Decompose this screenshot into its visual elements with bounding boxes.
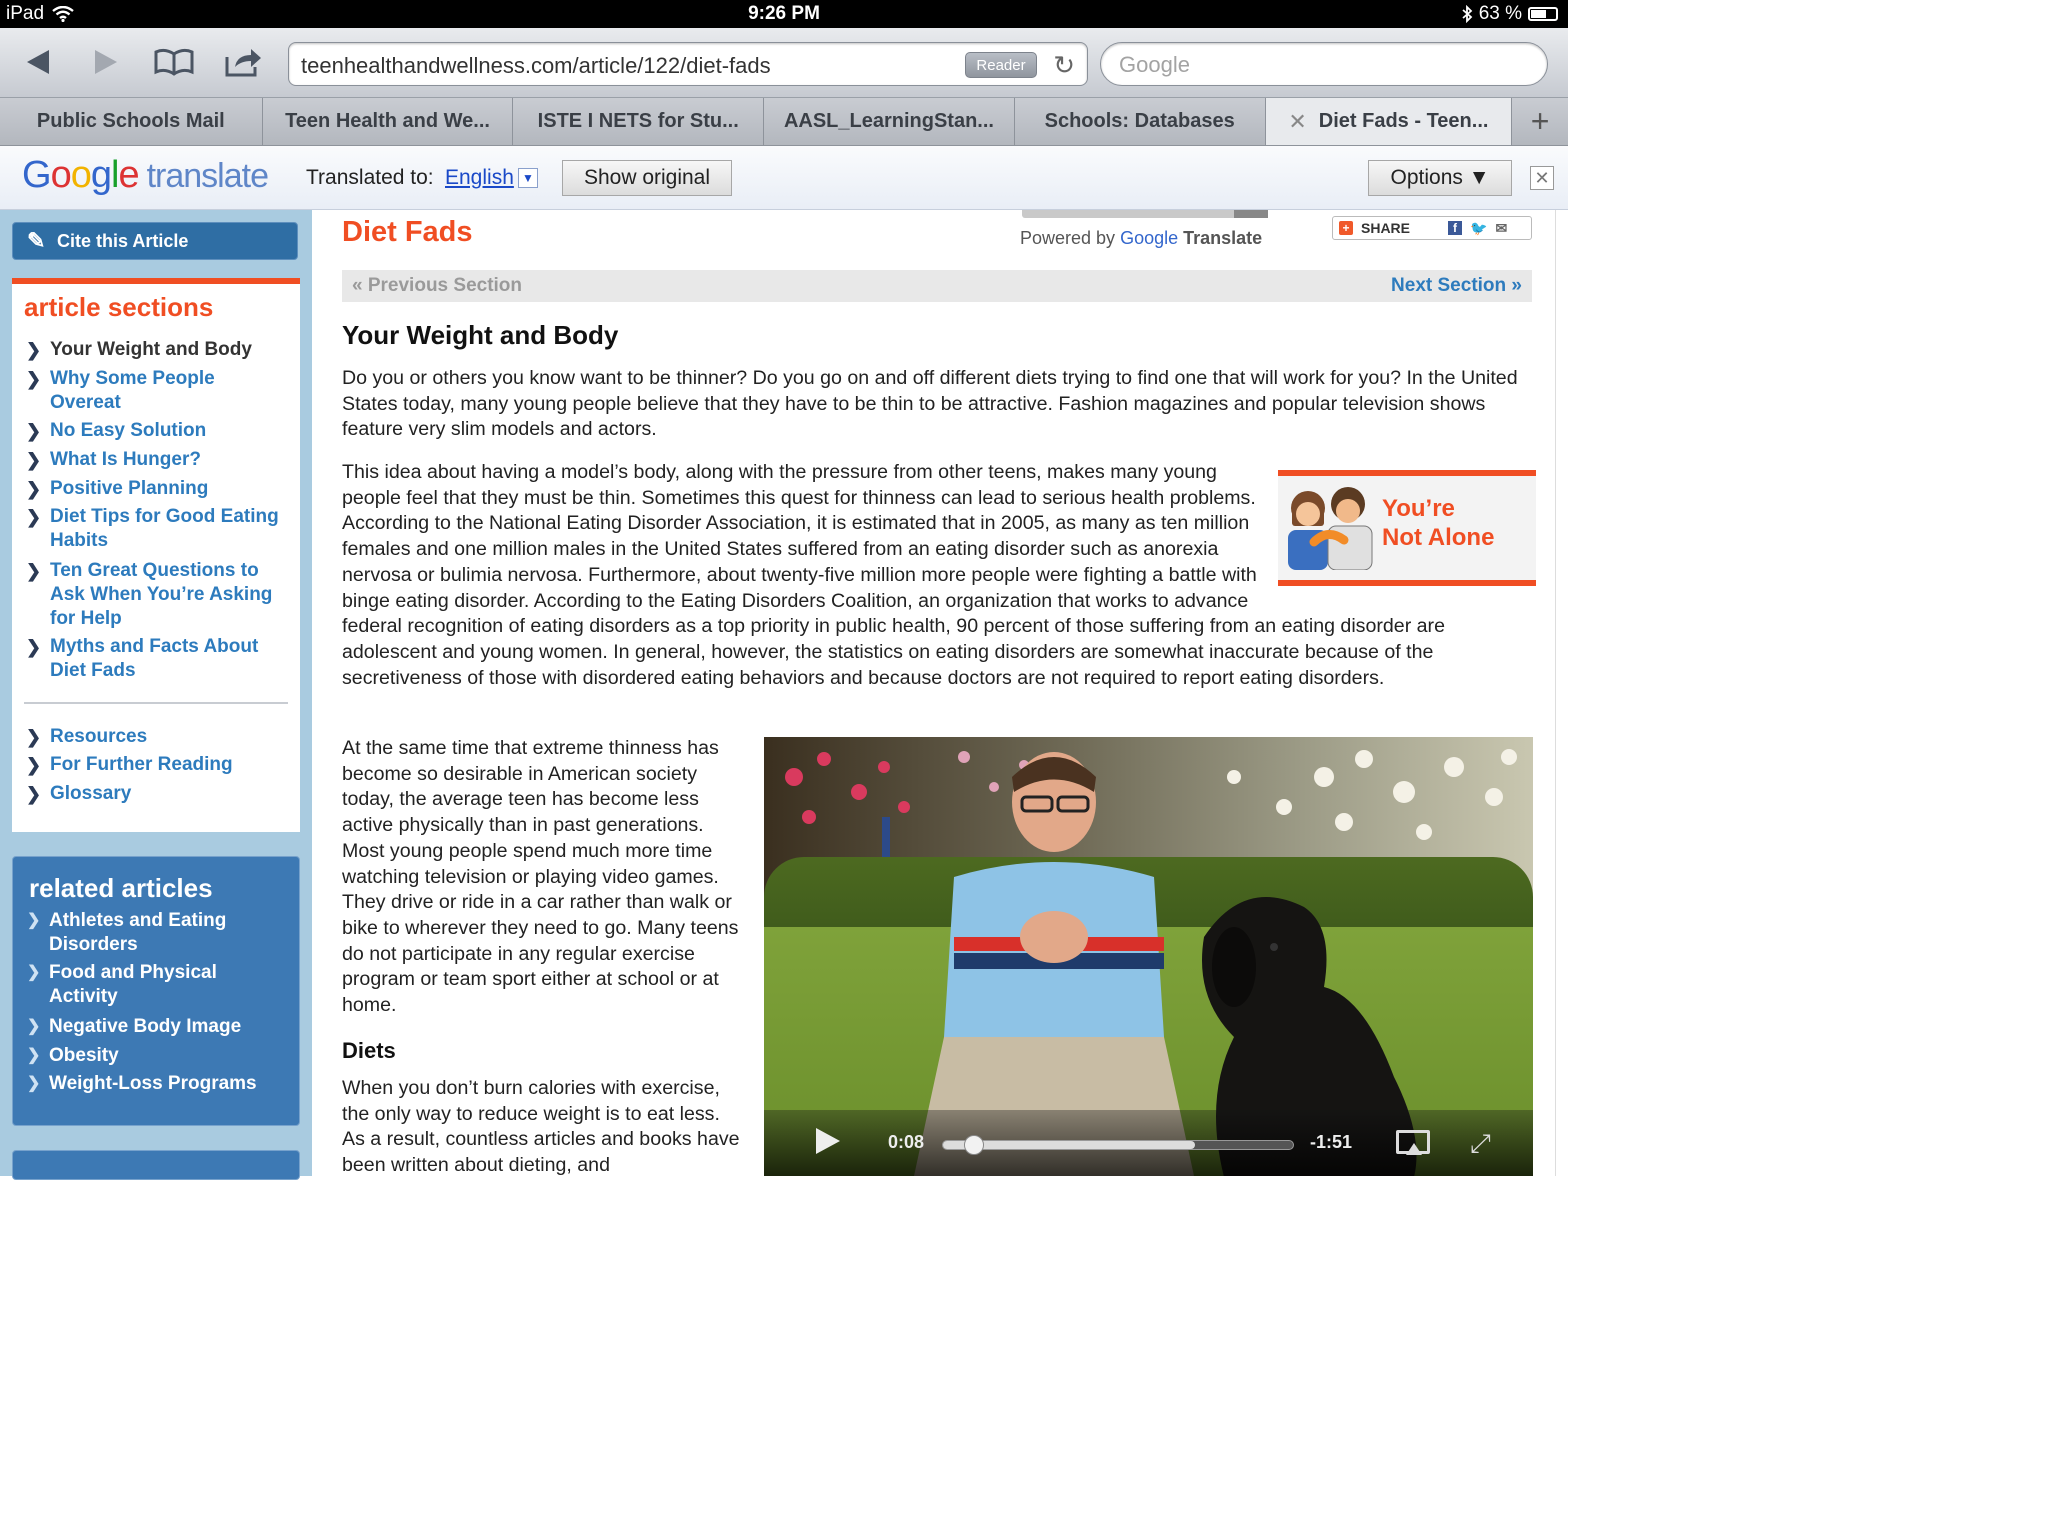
reload-icon[interactable]: ↻ <box>1053 50 1075 80</box>
cite-article-button[interactable] <box>12 222 298 260</box>
forward-button[interactable] <box>84 42 128 82</box>
chevron-right-icon: ❯ <box>26 637 42 657</box>
chevron-right-icon: ❯ <box>27 1075 41 1092</box>
section-label: Myths and Facts About Diet Fads <box>50 636 259 681</box>
addthis-plus-icon: + <box>1339 221 1353 235</box>
logo-letter: l <box>110 154 119 196</box>
translate-label: Translate <box>1183 228 1263 248</box>
airplay-icon[interactable] <box>1396 1130 1430 1154</box>
chevron-right-icon: ❯ <box>27 1047 41 1064</box>
tab-aasl[interactable] <box>764 98 1015 145</box>
tab-teen-health[interactable] <box>263 98 514 145</box>
related-link-weight-loss[interactable] <box>27 1072 289 1096</box>
tab-label: Public Schools Mail <box>36 110 225 132</box>
close-translate-icon[interactable]: ✕ <box>1530 166 1554 190</box>
tab-label: Teen Health and We... <box>285 110 490 132</box>
page-right-edge <box>1555 210 1568 1176</box>
share-arrow-icon <box>225 47 263 77</box>
related-label: Athletes and Eating Disorders <box>49 910 227 955</box>
device-name: iPad <box>6 3 45 24</box>
related-label: Food and Physical Activity <box>49 962 217 1007</box>
share-widget[interactable] <box>1332 216 1532 240</box>
browser-toolbar <box>0 28 1568 98</box>
section-link-your-weight[interactable] <box>26 338 288 362</box>
section-heading: Your Weight and Body <box>342 320 619 350</box>
share-button[interactable] <box>222 42 266 82</box>
section-label: For Further Reading <box>50 754 233 775</box>
chevron-right-icon: ❯ <box>26 784 42 804</box>
section-label: Diet Tips for Good Eating Habits <box>50 506 279 551</box>
logo-letter: g <box>90 154 111 196</box>
language-dropdown-icon[interactable]: ▼ <box>518 168 538 188</box>
tab-label: Schools: Databases <box>1044 110 1235 132</box>
video-controls <box>764 1110 1533 1176</box>
section-link-positive-planning[interactable] <box>26 477 288 501</box>
link-glossary[interactable] <box>26 782 288 806</box>
section-label: Ten Great Questions to Ask When You’re Asking for Help <box>50 560 273 629</box>
chevron-right-icon: ❯ <box>27 964 41 981</box>
section-label: Your Weight and Body <box>50 339 252 360</box>
related-label: Weight-Loss Programs <box>49 1073 257 1094</box>
share-label: SHARE <box>1361 220 1411 236</box>
chevron-right-icon: ❯ <box>26 755 42 775</box>
logo-word: translate <box>146 157 268 195</box>
status-time: 9:26 PM <box>748 3 820 24</box>
tab-schools-databases[interactable] <box>1015 98 1266 145</box>
sidebar-bottom-panel <box>12 1150 300 1180</box>
paragraph-3: At the same time that extreme thinness has become so desirable in American society today, the average teen has become less active physically than in past generations. Most young people spend much more time watching television or playing video games. They drive or ride in a car rather than walk or bike to wherever they need to go. Many teens do not participate in any regular exercise program or team sport either at school or at home. <box>342 737 739 1017</box>
chevron-right-icon: ❯ <box>26 340 42 360</box>
related-articles-title: related articles <box>29 873 213 903</box>
video-scrubber[interactable] <box>942 1140 1294 1150</box>
section-link-hunger[interactable] <box>26 448 288 472</box>
page-title: Diet Fads <box>342 216 473 248</box>
powered-by-label: Powered by <box>1020 228 1116 248</box>
divider <box>24 702 288 704</box>
section-navigation <box>342 270 1532 302</box>
related-link-food-activity[interactable] <box>27 961 289 1009</box>
section-label: Glossary <box>50 783 132 804</box>
tab-label: ISTE I NETS for Stu... <box>537 110 739 132</box>
paragraph-2-block <box>342 460 1536 691</box>
paragraph-2: This idea about having a model’s body, along with the pressure from other teens, makes many young people feel that they must be thin. Sometimes this quest for thinness can lead to serious health problems. According to the National Eating Disorder Association, it is estimated that in 2005, as many as ten million females and one million males in the United States suffered from an eating disorder such as anorexia nervosa or bulimia nervosa. Furthermore, about twenty-five million more people were fighting a battle with binge eating disorder. According to the Eating Disorders Coalition, an organization that works to advance federal recognition of eating disorders as a top priority in public health, 90 percent of those suffering from an eating disorder are adolescent and young women. In general, however, the statistics on eating disorders are somewhat inaccurate because of the secretiveness of those with disordered eating behaviors and because doctors are not required to report eating disorders. <box>342 461 1445 689</box>
callout-title <box>1382 494 1494 552</box>
paragraph-4: When you don’t burn calories with exercise, the only way to reduce weight is to eat less. As a result, countless articles and books have been written about dieting, and <box>342 1077 740 1177</box>
google-translate-logo <box>22 154 268 197</box>
previous-section-label: Previous Section <box>367 275 523 296</box>
section-link-diet-tips[interactable] <box>26 505 288 553</box>
paragraph-1: Do you or others you know want to be thinner? Do you go on and off different diets trying to find one that will work for you? In the United States today, many young people believe that they have to be thin to be attractive. Fashion magazines and popular television shows feature very slim models and actors. <box>342 367 1518 441</box>
facebook-icon[interactable]: f <box>1448 221 1462 235</box>
section-label: Resources <box>50 726 148 747</box>
article-sections-title: article sections <box>24 292 214 322</box>
tab-public-schools-mail[interactable] <box>0 98 263 145</box>
related-link-body-image[interactable] <box>27 1015 289 1039</box>
link-resources[interactable] <box>26 725 288 749</box>
chevron-right-icon: ❯ <box>26 561 42 581</box>
bookmarks-button[interactable] <box>152 42 196 82</box>
double-chevron-right-icon: » <box>1511 275 1522 296</box>
related-link-obesity[interactable] <box>27 1044 289 1068</box>
tab-diet-fads[interactable] <box>1266 98 1513 145</box>
plus-icon: + <box>1530 103 1550 139</box>
article-sections-panel <box>12 278 300 832</box>
logo-letter: o <box>70 154 91 196</box>
next-section-link[interactable] <box>1391 275 1522 297</box>
translated-to-label: Translated to: <box>306 166 434 189</box>
battery-icon <box>1528 7 1558 21</box>
search-input[interactable] <box>1119 52 1519 78</box>
chevron-right-icon: ❯ <box>26 479 42 499</box>
status-right <box>1461 3 1558 25</box>
related-label: Obesity <box>49 1045 119 1066</box>
battery-fill <box>1531 10 1546 18</box>
back-button[interactable] <box>16 42 60 82</box>
chevron-right-icon: ❯ <box>26 507 42 527</box>
google-logo-text: Google <box>1120 228 1179 248</box>
show-original-button[interactable]: Show original <box>562 160 732 196</box>
link-further-reading[interactable] <box>26 753 288 777</box>
google-logo <box>1120 228 1178 248</box>
logo-letter: o <box>50 154 71 196</box>
play-icon[interactable] <box>816 1128 840 1154</box>
time-remaining: -1:51 <box>1310 1132 1353 1152</box>
double-chevron-left-icon: « <box>352 275 363 296</box>
section-link-myths-facts[interactable] <box>26 635 288 683</box>
section-label: Positive Planning <box>50 478 209 499</box>
powered-by-google-translate <box>1020 228 1262 249</box>
section-link-no-easy-solution[interactable] <box>26 419 288 443</box>
section-label: Why Some People Overeat <box>50 368 215 413</box>
bluetooth-icon <box>1461 5 1473 23</box>
youre-not-alone-callout[interactable] <box>1278 470 1536 586</box>
related-link-athletes[interactable] <box>27 909 289 957</box>
fullscreen-icon[interactable]: ⤢ <box>1470 1128 1491 1158</box>
section-link-overeat[interactable] <box>26 367 288 415</box>
related-label: Negative Body Image <box>49 1016 242 1037</box>
status-bar <box>0 0 1568 28</box>
tab-bar <box>0 98 1568 146</box>
tab-iste-nets[interactable] <box>513 98 764 145</box>
close-tab-icon[interactable]: ✕ <box>1288 108 1307 134</box>
subheading-diets: Diets <box>342 1038 396 1063</box>
chevron-right-icon: ❯ <box>27 1018 41 1035</box>
callout-line: Not Alone <box>1382 524 1495 551</box>
logo-letter: e <box>118 154 139 196</box>
email-icon[interactable]: ✉ <box>1495 219 1508 236</box>
pencil-icon: ✎ <box>27 228 46 253</box>
tab-label: Diet Fads - Teen... <box>1318 110 1489 132</box>
url-text[interactable]: teenhealthandwellness.com/article/122/diet-fads <box>301 53 771 78</box>
section-label: What Is Hunger? <box>50 449 201 470</box>
section-link-ten-questions[interactable] <box>26 559 288 631</box>
options-button[interactable]: Options ▼ <box>1368 160 1512 196</box>
tab-label: AASL_LearningStan... <box>783 110 994 132</box>
chevron-right-icon: ❯ <box>26 369 42 389</box>
forward-arrow-icon <box>93 48 119 76</box>
translate-select-widget[interactable] <box>1022 210 1268 218</box>
new-tab-button[interactable] <box>1512 98 1568 145</box>
bookmarks-book-icon <box>154 48 194 76</box>
callout-line: You’re <box>1382 495 1455 522</box>
chevron-right-icon: ❯ <box>26 727 42 747</box>
cite-label: Cite this Article <box>57 230 189 251</box>
scrubber-knob[interactable] <box>964 1135 984 1155</box>
search-bar[interactable] <box>1100 42 1548 86</box>
time-elapsed: 0:08 <box>888 1132 925 1152</box>
reader-button[interactable]: Reader <box>965 52 1037 78</box>
language-link[interactable]: English <box>445 166 514 189</box>
google-translate-bar <box>0 146 1568 210</box>
back-arrow-icon <box>25 48 51 76</box>
battery-percent: 63 % <box>1478 3 1522 24</box>
chevron-right-icon: ❯ <box>26 450 42 470</box>
chevron-right-icon: ❯ <box>26 421 42 441</box>
section-label: No Easy Solution <box>50 420 207 441</box>
previous-section-link[interactable] <box>352 275 522 297</box>
video-player[interactable] <box>764 737 1533 1176</box>
next-section-label: Next Section <box>1391 275 1507 296</box>
twitter-icon[interactable]: 🐦 <box>1470 219 1488 236</box>
address-bar[interactable] <box>288 42 1088 86</box>
logo-letter: G <box>22 154 51 196</box>
related-articles-panel <box>12 856 300 1126</box>
people-icon <box>1284 482 1376 570</box>
chevron-right-icon: ❯ <box>27 912 41 929</box>
